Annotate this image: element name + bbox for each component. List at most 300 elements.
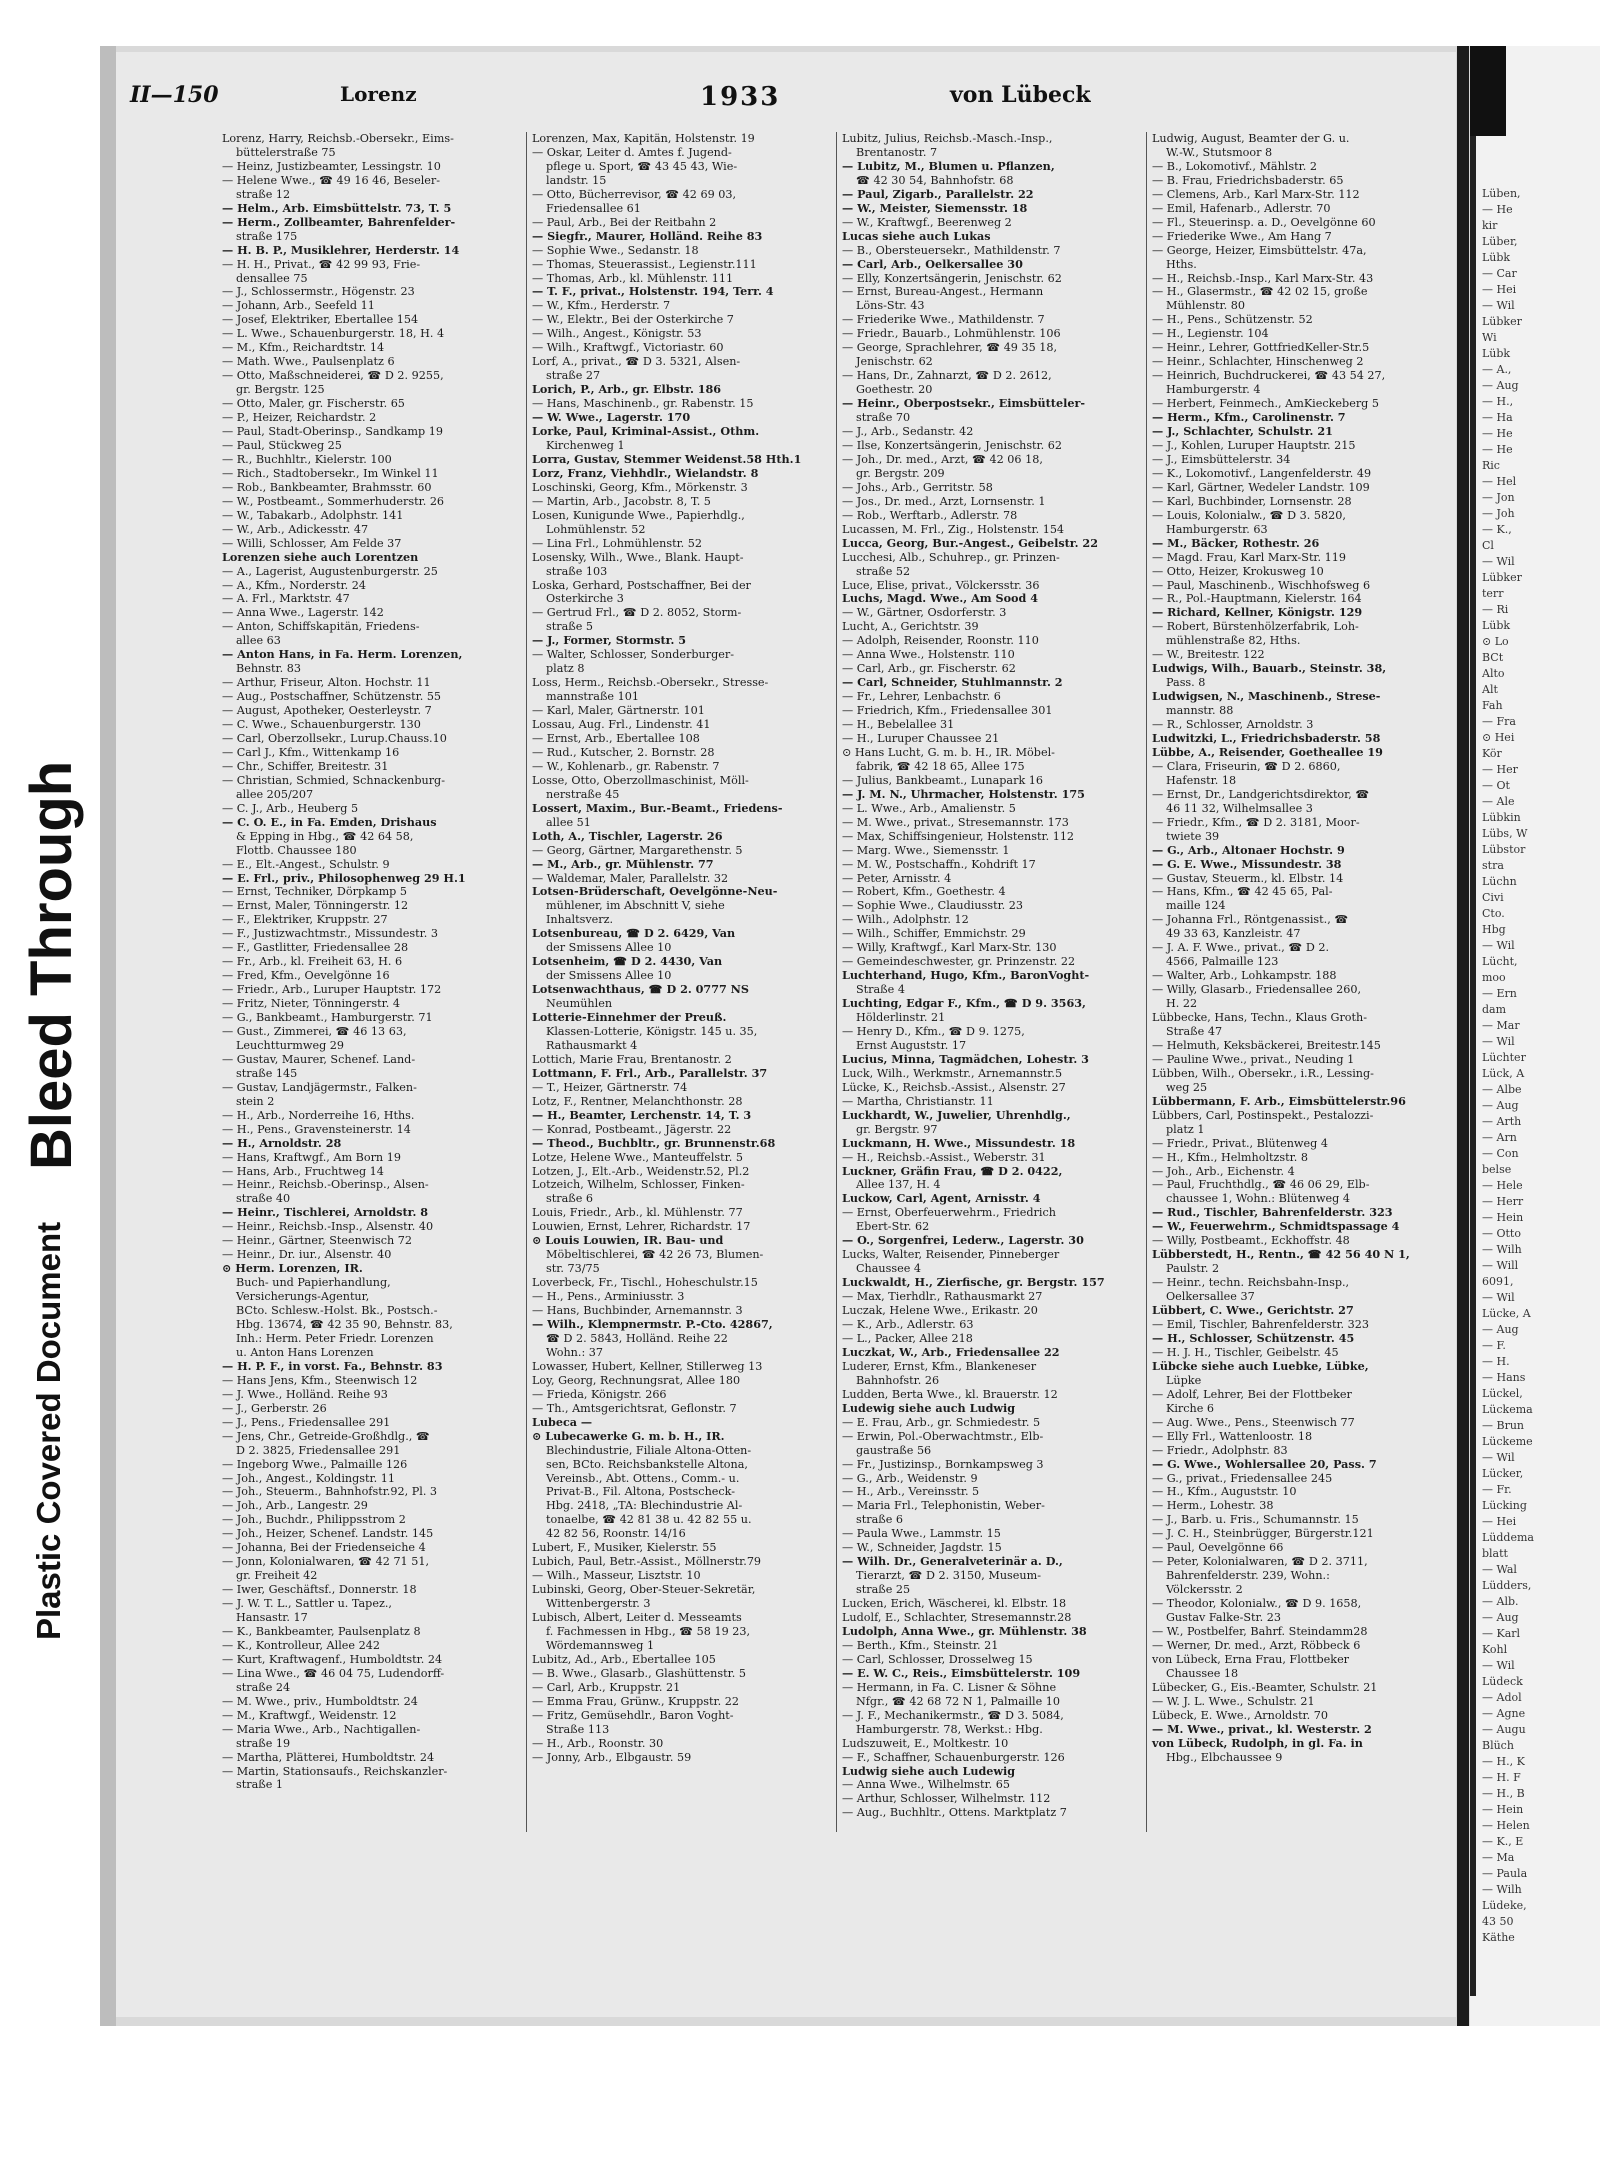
next-page-fragment: — Hel (1482, 475, 1517, 488)
directory-entry-line: Versicherungs-Agentur, (236, 1290, 370, 1304)
directory-entry-line: — Paul, Zigarb., Parallelstr. 22 (842, 186, 1034, 201)
directory-entry-line: — Carl, Arb., Kruppstr. 21 (532, 1680, 681, 1694)
directory-entry-line: — August, Apotheker, Oesterleystr. 7 (222, 704, 432, 718)
directory-entry-line: — L. Wwe., Schauenburgerstr. 18, H. 4 (222, 327, 445, 341)
directory-entry-line: — E. Frau, Arb., gr. Schmiedestr. 5 (842, 1415, 1041, 1429)
directory-entry-line: — B. Frau, Friedrichsbaderstr. 65 (1152, 173, 1344, 187)
directory-entry-line: — H. H., Privat., ☎ 42 99 93, Frie- (222, 257, 421, 271)
directory-entry-line: Lorra, Gustav, Stemmer Weidenst.58 Hth.1 (532, 451, 802, 466)
directory-entry-line: — R., Buchhltr., Kielerstr. 100 (222, 452, 392, 466)
directory-entry-line: Luck, Wilh., Werkmstr., Arnemannstr.5 (842, 1066, 1063, 1080)
directory-entry-line: Lorz, Franz, Viehhdlr., Wielandstr. 8 (532, 465, 759, 480)
next-page-fragment: — Hein (1482, 1211, 1524, 1224)
directory-entry-line: Luchting, Edgar F., Kfm., ☎ D 9. 3563, (842, 996, 1086, 1011)
directory-entry-line: — Chr., Schiffer, Breitestr. 31 (222, 759, 389, 773)
directory-entry-line: — W., Elektr., Bei der Osterkirche 7 (532, 313, 734, 327)
next-page-fragment: — H. F (1482, 1771, 1521, 1784)
directory-entry-line: stein 2 (236, 1094, 275, 1108)
directory-entry-line: Buch- und Papierhandlung, (236, 1276, 391, 1290)
next-page-fragment: — Ern (1482, 987, 1517, 1000)
directory-entry-line: Mühlenstr. 80 (1166, 299, 1245, 313)
directory-entry-line: — Clara, Friseurin, ☎ D 2. 6860, (1152, 759, 1341, 773)
next-page-fragment: kir (1482, 219, 1498, 232)
directory-entry-line: — Sophie Wwe., Claudiusstr. 23 (842, 899, 1024, 913)
next-page-fragment: Alto (1482, 667, 1505, 680)
directory-entry-line: Lotsenheim, ☎ D 2. 4430, Van (532, 954, 723, 969)
directory-entry-line: Völckersstr. 2 (1166, 1583, 1243, 1597)
directory-entry-line: Luckwaldt, H., Zierfische, gr. Bergstr. 157 (842, 1275, 1105, 1290)
directory-entry-line: — B., Obersteuersekr., Mathildenstr. 7 (842, 243, 1061, 257)
directory-entry-line: — Karl, Gärtner, Wedeler Landstr. 109 (1152, 480, 1370, 494)
directory-entry-line: ⊙ Louis Louwien, IR. Bau- und (532, 1233, 724, 1248)
directory-entry-line: — George, Heizer, Eimsbüttelstr. 47a, (1152, 243, 1367, 257)
directory-entry-line: Lubisch, Albert, Leiter d. Messeamts (532, 1611, 742, 1625)
directory-entry-line: Lucius, Minna, Tagmädchen, Lohestr. 3 (842, 1051, 1089, 1066)
directory-entry-line: — Carl J., Kfm., Wittenkamp 16 (222, 745, 400, 759)
column-rule (1146, 132, 1147, 1832)
next-page-fragment: — H., B (1482, 1787, 1525, 1800)
next-page-fragment: — He (1482, 443, 1513, 456)
directory-entry-line: — Friederike Wwe., Mathildenstr. 7 (842, 313, 1045, 327)
directory-entry-line: — W., Postbelfer, Bahrf. Steindamm28 (1152, 1624, 1368, 1638)
directory-entry-line: — W., Arb., Adickesstr. 47 (222, 522, 369, 536)
directory-entry-line: mühlener, im Abschnitt V, siehe (546, 899, 725, 913)
next-page-fragment: moo (1482, 971, 1506, 984)
directory-entry-line: Lottich, Marie Frau, Brentanostr. 2 (532, 1052, 732, 1066)
directory-entry-line: Straße 47 (1166, 1025, 1223, 1038)
directory-entry-line: — Arthur, Friseur, Alton. Hochstr. 11 (222, 676, 431, 690)
column-rule (526, 132, 527, 1832)
next-page-fragment: Lüdeck (1482, 1675, 1523, 1688)
directory-entry-line: — Max, Tierhdlr., Rathausmarkt 27 (842, 1290, 1043, 1304)
next-page-fragment: — Arn (1482, 1131, 1517, 1144)
directory-entry-line: — C. Wwe., Schauenburgerstr. 130 (222, 718, 421, 732)
directory-entry-line: büttelerstraße 75 (236, 145, 336, 159)
next-page-fragment: Ric (1482, 459, 1500, 472)
directory-entry-line: — Aug. Wwe., Pens., Steenwisch 77 (1152, 1415, 1355, 1429)
next-page-fragment: Cto. (1482, 907, 1505, 920)
directory-entry-line: — Heinr., Dr. iur., Alsenstr. 40 (222, 1248, 392, 1262)
directory-entry-line: — Carl, Arb., gr. Fischerstr. 62 (842, 662, 1016, 676)
directory-entry-line: — Ilse, Konzertsängerin, Jenischstr. 62 (842, 438, 1063, 452)
directory-entry-line: straße 6 (546, 1192, 594, 1206)
directory-entry-line: — Hans, Dr., Zahnarzt, ☎ D 2. 2612, (842, 369, 1052, 383)
directory-entry-line: — M., Kfm., Reichardtstr. 14 (222, 341, 385, 355)
directory-entry-line: straße 27 (546, 369, 601, 383)
directory-entry-line: — George, Sprachlehrer, ☎ 49 35 18, (842, 341, 1058, 355)
next-page-fragment: — Fra (1482, 715, 1516, 728)
directory-entry-line: — Herm., Lohestr. 38 (1152, 1499, 1274, 1513)
directory-entry-line: — Hans, Buchbinder, Arnemannstr. 3 (532, 1304, 743, 1318)
directory-entry-line: — L. Wwe., Arb., Amalienstr. 5 (842, 801, 1016, 815)
next-page-fragment: Blüch (1482, 1739, 1514, 1752)
directory-entry-line: Luchterhand, Hugo, Kfm., BaronVoght- (842, 968, 1090, 983)
directory-entry-line: Privat-B., Fil. Altona, Postscheck- (546, 1485, 736, 1499)
next-page-fragment: Lübker (1482, 315, 1522, 328)
directory-entry-line: Hbg. 2418, „TA: Blechindustrie Al- (546, 1499, 743, 1513)
directory-entry-line: landstr. 15 (546, 173, 607, 187)
next-page-fragment: Lüchn (1482, 875, 1517, 888)
directory-entry-line: — Friedr., Adolphstr. 83 (1152, 1443, 1288, 1457)
directory-entry-line: — Georg, Gärtner, Margarethenstr. 5 (532, 843, 743, 857)
directory-entry-line: — Otto, Maßschneiderei, ☎ D 2. 9255, (222, 369, 444, 383)
directory-entry-line: Allee 137, H. 4 (856, 1178, 941, 1192)
directory-entry-line: Lotzen, J., Elt.-Arb., Weidenstr.52, Pl.2 (532, 1164, 750, 1178)
directory-entry-line: Leuchtturmweg 29 (236, 1038, 345, 1052)
directory-entry-line: — Frieda, Königstr. 266 (532, 1387, 667, 1401)
directory-entry-line: Nfgr., ☎ 42 68 72 N 1, Palmaille 10 (856, 1694, 1061, 1708)
next-page-fragment: — Aug (1482, 1099, 1519, 1112)
directory-entry-line: Lübcke siehe auch Luebke, Lübke, (1152, 1358, 1369, 1373)
directory-entry-line: Wohn.: 37 (546, 1345, 604, 1359)
directory-entry-line: — Otto, Bücherrevisor, ☎ 42 69 03, (532, 187, 737, 201)
directory-columns (222, 132, 1462, 1842)
directory-entry-line: — Peter, Arnisstr. 4 (842, 871, 952, 885)
directory-entry-line: — K., Kontrolleur, Allee 242 (222, 1638, 380, 1652)
directory-entry-line: — H., Arb., Norderreihe 16, Hths. (222, 1108, 415, 1122)
directory-entry-line: — Gustav, Steuerm., kl. Elbstr. 14 (1152, 871, 1344, 885)
directory-entry-line: Rathausmarkt 4 (546, 1038, 638, 1052)
directory-entry-line: — K., Bankbeamter, Paulsenplatz 8 (222, 1624, 421, 1638)
directory-entry-line: Hbg., Elbchaussee 9 (1166, 1750, 1283, 1764)
directory-entry-line: — Martha, Plätterei, Humboldtstr. 24 (222, 1750, 435, 1764)
directory-entry-line: — J., Former, Stormstr. 5 (532, 633, 687, 648)
directory-entry-line: ⊙ Herm. Lorenzen, IR. (222, 1261, 363, 1276)
directory-entry-line: — W., Feuerwehrm., Schmidtspassage 4 (1152, 1219, 1400, 1234)
directory-entry-line: — A. Frl., Marktstr. 47 (222, 592, 350, 606)
directory-entry-line: von Lübeck, Erna Frau, Flottbeker (1152, 1652, 1350, 1666)
directory-entry-line: — H., Pens., Arminiusstr. 3 (532, 1290, 685, 1304)
next-page-fragment: — Ma (1482, 1851, 1515, 1864)
directory-entry-line: — W., Postbeamt., Sommerhuderstr. 26 (222, 494, 445, 508)
directory-entry-line: — Herbert, Feinmech., AmKieckeberg 5 (1152, 397, 1380, 411)
directory-entry-line: gr. Bergstr. 209 (856, 466, 945, 480)
directory-entry-line: — J. Wwe., Holländ. Reihe 93 (222, 1387, 388, 1401)
directory-entry-line: gr. Bergstr. 97 (856, 1122, 938, 1136)
directory-entry-line: — H., Bebelallee 31 (842, 718, 955, 732)
directory-entry-line: — Willy, Kraftwgf., Karl Marx-Str. 130 (842, 941, 1057, 955)
directory-entry-line: — O., Sorgenfrei, Lederw., Lagerstr. 30 (842, 1233, 1084, 1248)
directory-entry-line: — Hans, Kraftwgf., Am Born 19 (222, 1150, 401, 1164)
directory-entry-line: — Erwin, Pol.-Oberwachtmstr., Elb- (842, 1429, 1044, 1443)
directory-entry-line: — E. Frl., priv., Philosophenweg 29 H.1 (222, 870, 466, 885)
directory-entry-line: Lossert, Maxim., Bur.-Beamt., Friedens- (532, 800, 783, 815)
column-rule (836, 132, 837, 1832)
next-page-fragment: — Wil (1482, 1035, 1515, 1048)
directory-entry-line: Lucken, Erich, Wäscherei, kl. Elbstr. 18 (842, 1597, 1067, 1611)
directory-entry-line: — Hans, Arb., Fruchtweg 14 (222, 1164, 384, 1178)
directory-entry-line: — F., Gastlitter, Friedensallee 28 (222, 941, 409, 955)
next-page-fragment: — Brun (1482, 1419, 1525, 1432)
next-page-fragment: — Wil (1482, 1291, 1515, 1304)
directory-entry-line: Lowasser, Hubert, Kellner, Stillerweg 13 (532, 1359, 763, 1373)
next-page-fragment: — Wal (1482, 1563, 1517, 1576)
next-page-fragment: — Jon (1482, 491, 1515, 504)
directory-entry-line: Lucchesi, Alb., Schuhrep., gr. Prinzen- (842, 550, 1060, 564)
directory-entry-line: — M. Wwe., privat., Stresemannstr. 173 (842, 815, 1069, 829)
directory-entry-line: Ernst Auguststr. 17 (856, 1038, 967, 1052)
next-page-fragment: Wi (1482, 331, 1497, 344)
directory-entry-line: — Joh., Heizer, Schenef. Landstr. 145 (222, 1527, 434, 1541)
directory-entry-line: — H., Arnoldstr. 28 (222, 1135, 342, 1150)
directory-entry-line: Lucas siehe auch Lukas (842, 228, 991, 243)
directory-entry-line: & Epping in Hbg., ☎ 42 64 58, (236, 829, 414, 843)
directory-entry-line: allee 63 (236, 634, 281, 648)
directory-entry-line: Lübecker, G., Eis.-Beamter, Schulstr. 21 (1152, 1680, 1378, 1694)
directory-entry-line: — K., Lokomotivf., Langenfelderstr. 49 (1152, 466, 1372, 480)
directory-entry-line: — J. F., Mechanikermstr., ☎ D 3. 5084, (842, 1708, 1064, 1722)
directory-entry-line: — Heinr., Gärtner, Steenwisch 72 (222, 1234, 412, 1248)
directory-entry-line: — Fr., Lehrer, Lenbachstr. 6 (842, 690, 1001, 704)
directory-entry-line: — Wilh., Klempnermstr. P.-Cto. 42867, (532, 1317, 773, 1332)
directory-entry-line: Loschinski, Georg, Kfm., Mörkenstr. 3 (532, 480, 748, 494)
next-page-fragment: — Herr (1482, 1195, 1524, 1208)
next-page-fragment: terr (1482, 587, 1504, 600)
directory-entry-line: — Johanna Frl., Röntgenassist., ☎ (1152, 913, 1349, 927)
next-page-fragment: — Wil (1482, 555, 1515, 568)
directory-entry-line: — Friedr., Privat., Blütenweg 4 (1152, 1136, 1328, 1150)
directory-entry-line: Brentanostr. 7 (856, 145, 938, 159)
directory-entry-line: — Th., Amtsgerichtsrat, Geflonstr. 7 (532, 1401, 737, 1415)
scan-black-tab (1470, 46, 1506, 136)
directory-entry-line: — H., Arb., Vereinsstr. 5 (842, 1485, 980, 1499)
directory-entry-line: — F., Justizwachtmstr., Missundestr. 3 (222, 927, 438, 941)
directory-entry-line: Lossau, Aug. Frl., Lindenstr. 41 (532, 718, 711, 732)
directory-entry-line: — W. Wwe., Lagerstr. 170 (532, 410, 691, 425)
directory-entry-line: — Otto, Heizer, Krokusweg 10 (1152, 564, 1324, 578)
directory-entry-line: — Heinr., Reichsb.-Insp., Alsenstr. 40 (222, 1220, 434, 1234)
directory-entry-line: straße 19 (236, 1736, 291, 1750)
directory-entry-line: Ludolf, E., Schlachter, Stresemannstr.28 (842, 1611, 1072, 1625)
next-page-fragment: — Wil (1482, 1659, 1515, 1672)
next-page-fragment: — Ri (1482, 603, 1509, 616)
directory-entry-line: ☎ D 2. 5843, Holländ. Reihe 22 (546, 1331, 728, 1345)
directory-entry-line: — J. W. T. L., Sattler u. Tapez., (222, 1597, 392, 1611)
directory-entry-line: Lotze, Helene Wwe., Manteuffelstr. 5 (532, 1150, 743, 1164)
directory-entry-line: — T. F., privat., Holstenstr. 194, Terr. 4 (532, 284, 774, 299)
directory-entry-line: Lotz, F., Rentner, Melanchthonstr. 28 (532, 1094, 743, 1108)
next-page-fragment: — Will (1482, 1259, 1519, 1272)
next-page-fragment: — Wilh (1482, 1243, 1522, 1256)
directory-entry-line: — Ernst, Dr., Landgerichtsdirektor, ☎ (1152, 787, 1370, 801)
directory-entry-line: Louis, Friedr., Arb., kl. Mühlenstr. 77 (532, 1206, 743, 1220)
next-page-fragment: — Arth (1482, 1115, 1522, 1128)
directory-entry-line: Loy, Georg, Rechnungsrat, Allee 180 (532, 1373, 741, 1387)
directory-entry-line: — Waldemar, Maler, Parallelstr. 32 (532, 871, 729, 885)
directory-entry-line: allee 51 (546, 815, 591, 829)
directory-entry-line: — Julius, Bankbeamt., Lunapark 16 (842, 773, 1044, 787)
directory-entry-line: chaussee 1, Wohn.: Blütenweg 4 (1166, 1192, 1350, 1206)
directory-entry-line: Losensky, Wilh., Wwe., Blank. Haupt- (532, 550, 744, 564)
directory-entry-line: Möbeltischlerei, ☎ 42 26 73, Blumen- (546, 1248, 764, 1262)
directory-entry-line: — C. J., Arb., Heuberg 5 (222, 801, 359, 815)
directory-entry-line: — W., Kfm., Herderstr. 7 (532, 299, 671, 313)
directory-entry-line: Hamburgerstr. 63 (1166, 522, 1268, 536)
directory-entry-line: — Ernst, Bureau-Angest., Hermann (842, 285, 1044, 299)
directory-entry-line: — Pauline Wwe., privat., Neuding 1 (1152, 1052, 1355, 1066)
directory-entry-line: — Otto, Maler, gr. Fischerstr. 65 (222, 397, 405, 411)
directory-entry-line: Luckow, Carl, Agent, Arnisstr. 4 (842, 1191, 1041, 1206)
next-page-fragment: BCt (1482, 651, 1504, 664)
directory-entry-line: — Henry D., Kfm., ☎ D 9. 1275, (842, 1025, 1025, 1038)
directory-entry-line: Loska, Gerhard, Postschaffner, Bei der (532, 578, 751, 592)
next-page-fragment: — K., (1482, 523, 1512, 536)
directory-entry-line: mannstraße 101 (546, 690, 639, 704)
directory-entry-line: Loth, A., Tischler, Lagerstr. 26 (532, 828, 723, 843)
next-page-fragment: — Augu (1482, 1723, 1526, 1736)
next-page-fragment: belse (1482, 1163, 1512, 1176)
directory-entry-line: W.-W., Stutsmoor 8 (1166, 145, 1273, 159)
directory-entry-line: — M., Kraftwgf., Weidenstr. 12 (222, 1708, 397, 1722)
next-page-fragment: — Wil (1482, 939, 1515, 952)
directory-column-4 (1152, 132, 1450, 1837)
directory-entry-line: — Sophie Wwe., Sedanstr. 18 (532, 243, 699, 257)
directory-entry-line: — Ingeborg Wwe., Palmaille 126 (222, 1457, 408, 1471)
directory-entry-line: straße 1 (236, 1778, 284, 1792)
directory-entry-line: der Smissens Allee 10 (546, 969, 672, 983)
directory-entry-line: — Robert, Kfm., Goethestr. 4 (842, 885, 1006, 899)
directory-entry-line: — Anton Hans, in Fa. Herm. Lorenzen, (222, 647, 463, 662)
next-page-fragment: — Ha (1482, 411, 1513, 424)
directory-entry-line: — Emil, Hafenarb., Adlerstr. 70 (1152, 201, 1331, 215)
next-page-fragment: — K., E (1482, 1835, 1524, 1848)
directory-entry-line: — H., Legienstr. 104 (1152, 327, 1269, 341)
directory-entry-line: — Wilh., Masseur, Lisztstr. 10 (532, 1569, 701, 1583)
next-page-fragment: — Agne (1482, 1707, 1526, 1720)
directory-entry-line: Chaussee 4 (856, 1262, 922, 1276)
directory-entry-line: Lubitz, Julius, Reichsb.-Masch.-Insp., (842, 132, 1053, 145)
directory-entry-line: — Magd. Frau, Karl Marx-Str. 119 (1152, 550, 1347, 564)
next-page-fragment: Lübs, W (1482, 827, 1528, 840)
directory-entry-line: straße 103 (546, 564, 608, 578)
directory-entry-line: — Jonn, Kolonialwaren, ☎ 42 71 51, (222, 1555, 430, 1569)
directory-entry-line: — Math. Wwe., Paulsenplatz 6 (222, 355, 395, 369)
directory-entry-line: — J., Kohlen, Luruper Hauptstr. 215 (1152, 438, 1356, 452)
directory-entry-line: — Thomas, Arb., kl. Mühlenstr. 111 (532, 271, 734, 285)
directory-entry-line: — H., Kfm., Auguststr. 10 (1152, 1485, 1297, 1499)
directory-entry-line: — E., Elt.-Angest., Schulstr. 9 (222, 857, 390, 871)
directory-entry-line: Ludwig siehe auch Ludewig (842, 1763, 1016, 1778)
directory-entry-line: Losse, Otto, Oberzollmaschinist, Möll- (532, 773, 749, 787)
directory-entry-line: — Herm., Kfm., Carolinenstr. 7 (1152, 410, 1346, 425)
directory-entry-line: — Iwer, Geschäftsf., Donnerstr. 18 (222, 1583, 417, 1597)
directory-entry-line: — Wilh., Adolphstr. 12 (842, 913, 969, 927)
header-last-entry: von Lübeck (950, 82, 1091, 108)
directory-entry-line: straße 6 (856, 1513, 904, 1527)
next-page-fragment: — Ot (1482, 779, 1510, 792)
directory-entry-line: — Thomas, Steuerassist., Legienstr.111 (532, 257, 757, 271)
directory-entry-line: — Johann, Arb., Seefeld 11 (222, 299, 375, 313)
directory-entry-line: Luckmann, H. Wwe., Missundestr. 18 (842, 1135, 1076, 1150)
next-page-fragment: Lübk (1482, 619, 1511, 632)
next-page-fragment: — Alb. (1482, 1595, 1519, 1608)
directory-entry-line: Luckner, Gräfin Frau, ☎ D 2. 0422, (842, 1163, 1063, 1178)
directory-entry-line: Lubert, F., Musiker, Kielerstr. 55 (532, 1541, 717, 1555)
directory-entry-line: — Elly Frl., Wattenloostr. 18 (1152, 1429, 1313, 1443)
directory-entry-line: Lucks, Walter, Reisender, Pinneberger (842, 1248, 1060, 1262)
directory-entry-line: Lucca, Georg, Bur.-Angest., Geibelstr. 22 (842, 535, 1099, 550)
directory-entry-line: Lucht, A., Gerichtstr. 39 (842, 620, 979, 634)
directory-entry-line: — Adolf, Lehrer, Bei der Flottbeker (1152, 1387, 1352, 1401)
directory-entry-line: — Heinr., techn. Reichsbahn-Insp., (1152, 1276, 1350, 1290)
directory-entry-line: — M. Wwe., privat., kl. Westerstr. 2 (1152, 1721, 1372, 1736)
directory-entry-line: Ludden, Berta Wwe., kl. Brauerstr. 12 (842, 1387, 1058, 1401)
directory-entry-line: Vereinsb., Abt. Ottens., Comm.- u. (546, 1471, 740, 1485)
directory-entry-line: Inh.: Herm. Peter Friedr. Lorenzen (236, 1331, 434, 1345)
directory-entry-line: — Emil, Tischler, Bahrenfelderstr. 323 (1152, 1318, 1370, 1332)
next-page-fragment: — Karl (1482, 1627, 1521, 1640)
directory-entry-line: — Lubitz, M., Blumen u. Pflanzen, (842, 158, 1055, 173)
directory-entry-line: Bahnhofstr. 26 (856, 1373, 940, 1387)
next-page-fragment: Hbg (1482, 923, 1506, 936)
directory-entry-line: — Wilh., Schiffer, Emmichstr. 29 (842, 927, 1026, 941)
directory-entry-line: Hölderlinstr. 21 (856, 1011, 946, 1025)
directory-entry-line: Ludszuweit, E., Moltkestr. 10 (842, 1736, 1009, 1750)
directory-entry-line: Lüpke (1166, 1373, 1202, 1387)
directory-entry-line: — Paula Wwe., Lammstr. 15 (842, 1527, 1001, 1541)
directory-entry-line: straße 52 (856, 564, 911, 578)
directory-entry-line: — Heinr., Lehrer, GottfriedKeller-Str.5 (1152, 341, 1370, 355)
directory-column-2 (532, 132, 830, 1837)
next-page-fragment: — Albe (1482, 1083, 1522, 1096)
directory-entry-line: — Fritz, Gemüsehdlr., Baron Voght- (532, 1708, 734, 1722)
directory-entry-line: ⊙ Lubecawerke G. m. b. H., IR. (532, 1428, 725, 1443)
directory-entry-line: — Willy, Postbeamt., Eckhoffstr. 48 (1152, 1234, 1350, 1248)
directory-entry-line: Flottb. Chaussee 180 (236, 843, 357, 857)
directory-entry-line: maille 124 (1166, 899, 1226, 913)
directory-entry-line: — Wilh., Kraftwgf., Victoriastr. 60 (532, 341, 724, 355)
next-page-fragment: — Wilh (1482, 1883, 1522, 1896)
directory-entry-line: — Joh., Arb., Langestr. 29 (222, 1499, 368, 1513)
directory-entry-line: Osterkirche 3 (546, 592, 624, 606)
directory-entry-line: — M., Bäcker, Rothestr. 26 (1152, 535, 1320, 550)
directory-entry-line: — W., Meister, Siemensstr. 18 (842, 200, 1028, 215)
directory-entry-line: — T., Heizer, Gärtnerstr. 74 (532, 1080, 688, 1094)
directory-entry-line: Kirche 6 (1166, 1401, 1215, 1415)
directory-entry-line: D 2. 3825, Friedensallee 291 (236, 1443, 401, 1457)
directory-entry-line: — J. C. H., Steinbrügger, Bürgerstr.121 (1152, 1527, 1374, 1541)
directory-entry-line: Luchs, Magd. Wwe., Am Sood 4 (842, 591, 1039, 606)
directory-entry-line: — Friedr., Kfm., ☎ D 2. 3181, Moor- (1152, 815, 1360, 829)
directory-entry-line: — Carl, Schlosser, Drosselweg 15 (842, 1652, 1033, 1666)
directory-entry-line: — Walter, Schlosser, Sonderburger- (532, 648, 735, 662)
directory-entry-line: straße 175 (236, 229, 298, 243)
next-page-fragment: ⊙ Hei (1482, 731, 1515, 744)
directory-entry-line: Louwien, Ernst, Lehrer, Richardstr. 17 (532, 1220, 751, 1234)
next-page-fragment: Lücht, (1482, 955, 1518, 968)
next-page-fragment: — Otto (1482, 1227, 1521, 1240)
next-page-fragment: Lücke, A (1482, 1307, 1531, 1320)
directory-entry-line: Loss, Herm., Reichsb.-Obersekr., Stresse- (532, 676, 769, 690)
directory-entry-line: H. 22 (1166, 997, 1198, 1011)
directory-entry-line: platz 1 (1166, 1122, 1205, 1136)
directory-entry-line: Lotzeich, Wilhelm, Schlosser, Finken- (532, 1178, 745, 1192)
directory-entry-line: Lohmühlenstr. 52 (546, 522, 646, 536)
directory-entry-line: — H. J. H., Tischler, Geibelstr. 45 (1152, 1345, 1339, 1359)
directory-entry-line: — Gustav, Landjägermstr., Falken- (222, 1080, 417, 1094)
directory-entry-line: — H., Pens., Schützenstr. 52 (1152, 313, 1313, 327)
directory-entry-line: ☎ 42 30 54, Bahnhofstr. 68 (856, 173, 1014, 187)
directory-entry-line: — Arthur, Schlosser, Wilhelmstr. 112 (842, 1792, 1051, 1806)
next-page-fragment: — Mar (1482, 1019, 1520, 1032)
next-page-fragment: Lücker, (1482, 1467, 1524, 1480)
directory-entry-line: — Emma Frau, Grünw., Kruppstr. 22 (532, 1694, 739, 1708)
directory-entry-line: — Marg. Wwe., Siemensstr. 1 (842, 843, 1010, 857)
directory-entry-line: 4566, Palmaille 123 (1166, 955, 1279, 969)
directory-entry-line: straße 5 (546, 620, 594, 634)
directory-entry-line: — W., Kohlenarb., gr. Rabenstr. 7 (532, 759, 720, 773)
directory-entry-line: — G., Arb., Altonaer Hochstr. 9 (1152, 842, 1345, 857)
